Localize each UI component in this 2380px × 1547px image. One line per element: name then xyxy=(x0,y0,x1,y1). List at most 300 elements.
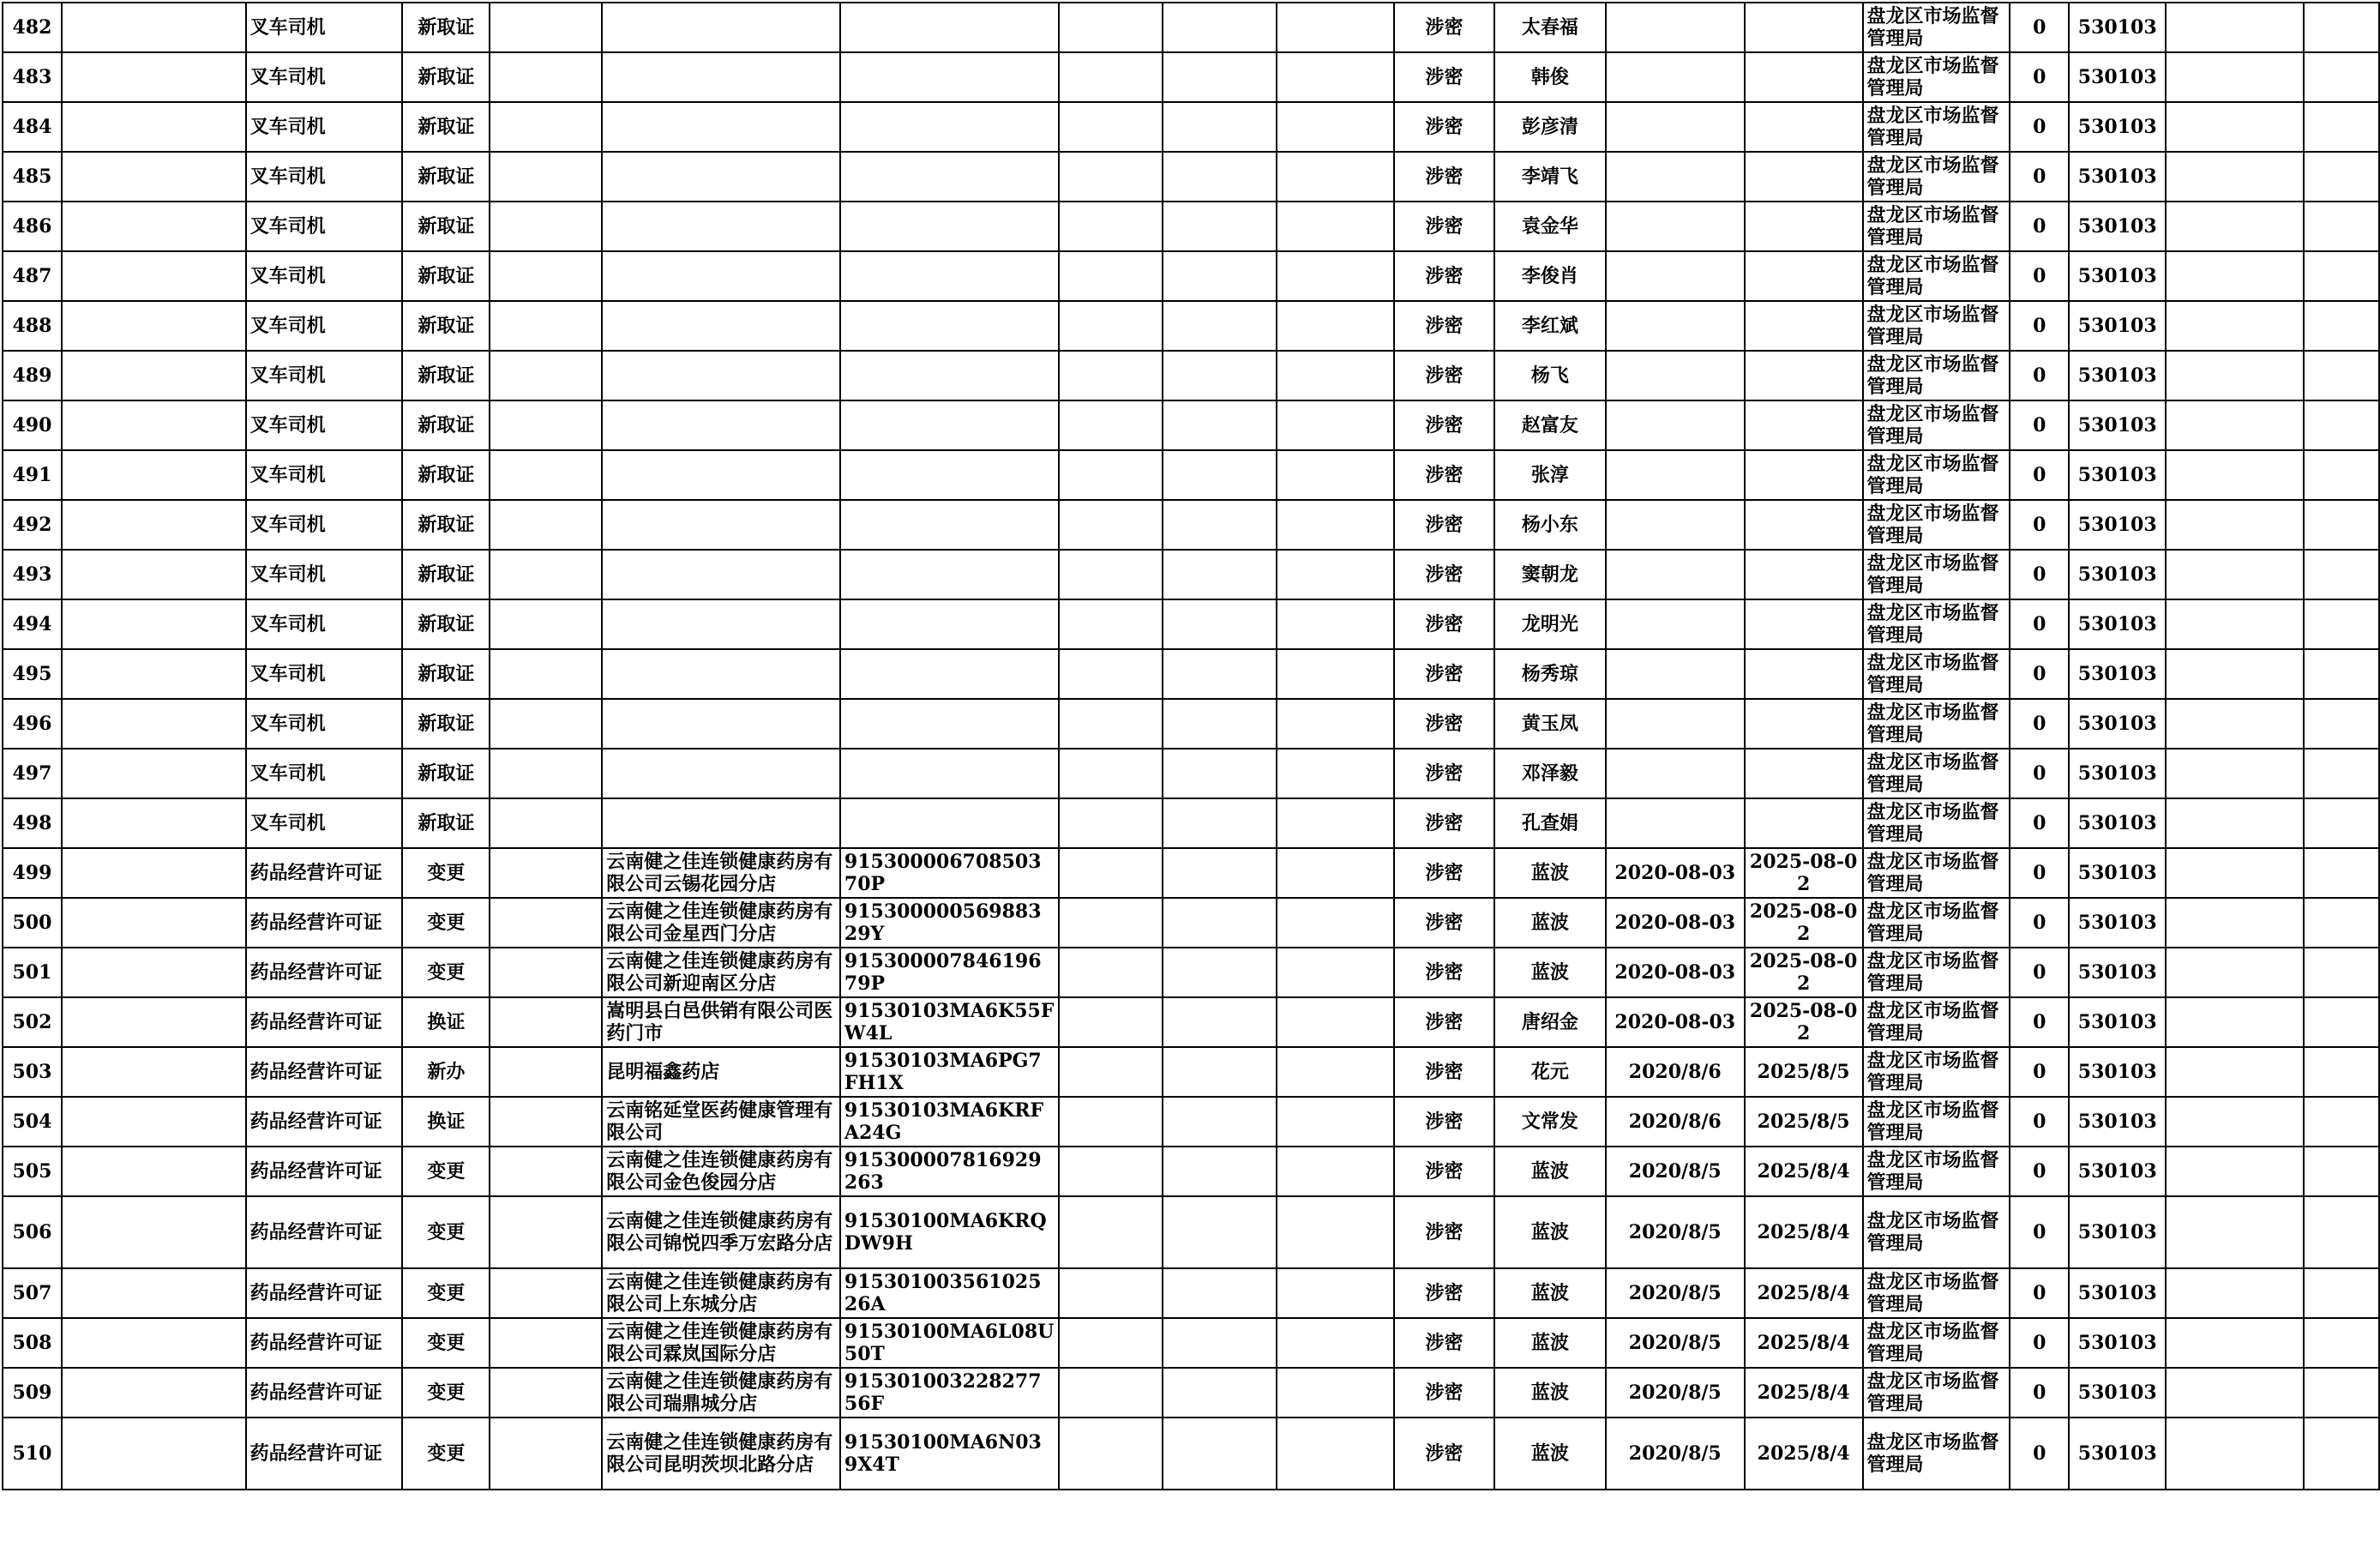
start-date xyxy=(1606,599,1745,649)
blank-cell xyxy=(2166,848,2304,898)
blank-cell xyxy=(2166,898,2304,948)
start-date: 2020/8/5 xyxy=(1606,1318,1745,1368)
blank-cell xyxy=(62,1047,246,1097)
license-type: 药品经营许可证 xyxy=(246,848,403,898)
person-name: 蓝波 xyxy=(1494,1368,1606,1418)
blank-cell xyxy=(1163,1368,1277,1418)
credit-code: 91530103MA6KRFA24G xyxy=(840,1097,1059,1147)
flag-value: 0 xyxy=(2010,301,2069,351)
organization-name xyxy=(602,351,840,400)
organization-name xyxy=(602,400,840,450)
row-number: 482 xyxy=(3,3,62,52)
blank-cell xyxy=(2304,251,2379,301)
confidentiality: 涉密 xyxy=(1394,1196,1494,1268)
flag-value: 0 xyxy=(2010,550,2069,599)
blank-cell xyxy=(62,102,246,152)
blank-cell xyxy=(490,3,602,52)
start-date xyxy=(1606,152,1745,202)
confidentiality: 涉密 xyxy=(1394,301,1494,351)
credit-code xyxy=(840,251,1059,301)
table-row xyxy=(3,1097,2379,1147)
table-row xyxy=(3,898,2379,948)
area-code: 530103 xyxy=(2069,1047,2166,1097)
area-code: 530103 xyxy=(2069,251,2166,301)
row-number: 497 xyxy=(3,749,62,798)
operation-type: 新取证 xyxy=(402,400,490,450)
area-code: 530103 xyxy=(2069,798,2166,848)
operation-type: 新取证 xyxy=(402,798,490,848)
organization-name: 云南健之佳连锁健康药房有限公司云锡花园分店 xyxy=(602,848,840,898)
blank-cell xyxy=(1059,948,1163,997)
person-name: 孔查娟 xyxy=(1494,798,1606,848)
start-date xyxy=(1606,301,1745,351)
blank-cell xyxy=(62,599,246,649)
blank-cell xyxy=(1163,550,1277,599)
blank-cell xyxy=(1163,997,1277,1047)
blank-cell xyxy=(1277,1147,1394,1196)
end-date: 2025/8/4 xyxy=(1745,1318,1863,1368)
row-number: 486 xyxy=(3,202,62,251)
table-row xyxy=(3,251,2379,301)
person-name: 唐绍金 xyxy=(1494,997,1606,1047)
end-date: 2025/8/4 xyxy=(1745,1368,1863,1418)
confidentiality: 涉密 xyxy=(1394,1097,1494,1147)
blank-cell xyxy=(1163,699,1277,749)
blank-cell xyxy=(1163,1147,1277,1196)
row-number: 509 xyxy=(3,1368,62,1418)
blank-cell xyxy=(1059,202,1163,251)
blank-cell xyxy=(1277,997,1394,1047)
operation-type: 新取证 xyxy=(402,699,490,749)
issuing-authority: 盘龙区市场监督管理局 xyxy=(1863,3,2010,52)
confidentiality: 涉密 xyxy=(1394,251,1494,301)
confidentiality: 涉密 xyxy=(1394,599,1494,649)
blank-cell xyxy=(1163,450,1277,500)
operation-type: 新取证 xyxy=(402,301,490,351)
row-number: 484 xyxy=(3,102,62,152)
license-type: 药品经营许可证 xyxy=(246,898,403,948)
area-code: 530103 xyxy=(2069,1368,2166,1418)
flag-value: 0 xyxy=(2010,1368,2069,1418)
blank-cell xyxy=(1277,351,1394,400)
table-row xyxy=(3,400,2379,450)
table-row xyxy=(3,3,2379,52)
start-date xyxy=(1606,102,1745,152)
blank-cell xyxy=(2166,1047,2304,1097)
flag-value: 0 xyxy=(2010,1047,2069,1097)
start-date xyxy=(1606,351,1745,400)
area-code: 530103 xyxy=(2069,749,2166,798)
person-name: 杨飞 xyxy=(1494,351,1606,400)
table-row xyxy=(3,102,2379,152)
organization-name: 云南健之佳连锁健康药房有限公司瑞鼎城分店 xyxy=(602,1368,840,1418)
blank-cell xyxy=(1163,599,1277,649)
blank-cell xyxy=(1163,102,1277,152)
issuing-authority: 盘龙区市场监督管理局 xyxy=(1863,1196,2010,1268)
person-name: 彭彦清 xyxy=(1494,102,1606,152)
end-date xyxy=(1745,649,1863,699)
area-code: 530103 xyxy=(2069,500,2166,550)
operation-type: 新办 xyxy=(402,1047,490,1097)
start-date: 2020/8/5 xyxy=(1606,1368,1745,1418)
blank-cell xyxy=(1059,301,1163,351)
table-row xyxy=(3,1147,2379,1196)
confidentiality: 涉密 xyxy=(1394,1047,1494,1097)
area-code: 530103 xyxy=(2069,948,2166,997)
blank-cell xyxy=(1059,152,1163,202)
credit-code: 91530103MA6K55FW4L xyxy=(840,997,1059,1047)
license-type: 叉车司机 xyxy=(246,3,403,52)
blank-cell xyxy=(1059,450,1163,500)
confidentiality: 涉密 xyxy=(1394,1147,1494,1196)
blank-cell xyxy=(1059,1318,1163,1368)
end-date xyxy=(1745,3,1863,52)
row-number: 498 xyxy=(3,798,62,848)
blank-cell xyxy=(490,649,602,699)
blank-cell xyxy=(490,202,602,251)
blank-cell xyxy=(1163,251,1277,301)
organization-name xyxy=(602,749,840,798)
confidentiality: 涉密 xyxy=(1394,351,1494,400)
credit-code xyxy=(840,798,1059,848)
row-number: 504 xyxy=(3,1097,62,1147)
blank-cell xyxy=(62,1318,246,1368)
blank-cell xyxy=(490,102,602,152)
end-date xyxy=(1745,301,1863,351)
blank-cell xyxy=(2304,699,2379,749)
issuing-authority: 盘龙区市场监督管理局 xyxy=(1863,102,2010,152)
license-type: 药品经营许可证 xyxy=(246,997,403,1047)
row-number: 483 xyxy=(3,52,62,102)
blank-cell xyxy=(1277,450,1394,500)
confidentiality: 涉密 xyxy=(1394,152,1494,202)
flag-value: 0 xyxy=(2010,1418,2069,1490)
license-type: 药品经营许可证 xyxy=(246,1147,403,1196)
confidentiality: 涉密 xyxy=(1394,450,1494,500)
operation-type: 新取证 xyxy=(402,251,490,301)
confidentiality: 涉密 xyxy=(1394,202,1494,251)
start-date xyxy=(1606,3,1745,52)
blank-cell xyxy=(1059,1196,1163,1268)
start-date: 2020/8/5 xyxy=(1606,1268,1745,1318)
credit-code xyxy=(840,3,1059,52)
blank-cell xyxy=(490,1318,602,1368)
license-type: 药品经营许可证 xyxy=(246,1318,403,1368)
area-code: 530103 xyxy=(2069,599,2166,649)
blank-cell xyxy=(62,848,246,898)
end-date xyxy=(1745,450,1863,500)
table-row xyxy=(3,1268,2379,1318)
table-row xyxy=(3,649,2379,699)
issuing-authority: 盘龙区市场监督管理局 xyxy=(1863,52,2010,102)
area-code: 530103 xyxy=(2069,1418,2166,1490)
flag-value: 0 xyxy=(2010,351,2069,400)
row-number: 502 xyxy=(3,997,62,1047)
end-date: 2025/8/4 xyxy=(1745,1196,1863,1268)
blank-cell xyxy=(2166,1318,2304,1368)
blank-cell xyxy=(1277,1368,1394,1418)
area-code: 530103 xyxy=(2069,202,2166,251)
end-date xyxy=(1745,251,1863,301)
blank-cell xyxy=(2166,301,2304,351)
blank-cell xyxy=(1163,351,1277,400)
area-code: 530103 xyxy=(2069,1196,2166,1268)
blank-cell xyxy=(2166,1147,2304,1196)
organization-name xyxy=(602,152,840,202)
blank-cell xyxy=(490,798,602,848)
flag-value: 0 xyxy=(2010,898,2069,948)
blank-cell xyxy=(2166,1097,2304,1147)
license-type: 叉车司机 xyxy=(246,52,403,102)
end-date xyxy=(1745,400,1863,450)
blank-cell xyxy=(2166,649,2304,699)
issuing-authority: 盘龙区市场监督管理局 xyxy=(1863,749,2010,798)
organization-name xyxy=(602,599,840,649)
blank-cell xyxy=(62,1418,246,1490)
row-number: 495 xyxy=(3,649,62,699)
table-row xyxy=(3,152,2379,202)
issuing-authority: 盘龙区市场监督管理局 xyxy=(1863,1368,2010,1418)
blank-cell xyxy=(1277,1196,1394,1268)
license-type: 叉车司机 xyxy=(246,798,403,848)
license-type: 药品经营许可证 xyxy=(246,1368,403,1418)
area-code: 530103 xyxy=(2069,102,2166,152)
start-date: 2020/8/6 xyxy=(1606,1097,1745,1147)
operation-type: 新取证 xyxy=(402,649,490,699)
row-number: 507 xyxy=(3,1268,62,1318)
table-body xyxy=(3,3,2379,1490)
issuing-authority: 盘龙区市场监督管理局 xyxy=(1863,1318,2010,1368)
end-date: 2025/8/5 xyxy=(1745,1097,1863,1147)
blank-cell xyxy=(62,152,246,202)
credit-code: 91530100MA6N039X4T xyxy=(840,1418,1059,1490)
license-type: 叉车司机 xyxy=(246,152,403,202)
credit-code xyxy=(840,152,1059,202)
area-code: 530103 xyxy=(2069,898,2166,948)
blank-cell xyxy=(62,1097,246,1147)
operation-type: 新取证 xyxy=(402,3,490,52)
table-row xyxy=(3,1368,2379,1418)
blank-cell xyxy=(490,1147,602,1196)
start-date: 2020-08-03 xyxy=(1606,948,1745,997)
blank-cell xyxy=(2304,1418,2379,1490)
end-date: 2025/8/4 xyxy=(1745,1418,1863,1490)
blank-cell xyxy=(1277,400,1394,450)
issuing-authority: 盘龙区市场监督管理局 xyxy=(1863,798,2010,848)
end-date: 2025/8/4 xyxy=(1745,1268,1863,1318)
person-name: 张淳 xyxy=(1494,450,1606,500)
blank-cell xyxy=(62,550,246,599)
blank-cell xyxy=(1163,3,1277,52)
blank-cell xyxy=(2166,400,2304,450)
blank-cell xyxy=(2304,351,2379,400)
blank-cell xyxy=(2166,699,2304,749)
end-date: 2025-08-02 xyxy=(1745,948,1863,997)
row-number: 487 xyxy=(3,251,62,301)
table-row xyxy=(3,500,2379,550)
issuing-authority: 盘龙区市场监督管理局 xyxy=(1863,400,2010,450)
blank-cell xyxy=(1277,948,1394,997)
issuing-authority: 盘龙区市场监督管理局 xyxy=(1863,699,2010,749)
organization-name xyxy=(602,550,840,599)
operation-type: 新取证 xyxy=(402,52,490,102)
table-row xyxy=(3,948,2379,997)
confidentiality: 涉密 xyxy=(1394,649,1494,699)
blank-cell xyxy=(2304,102,2379,152)
blank-cell xyxy=(2304,52,2379,102)
confidentiality: 涉密 xyxy=(1394,400,1494,450)
table-row xyxy=(3,202,2379,251)
operation-type: 新取证 xyxy=(402,500,490,550)
blank-cell xyxy=(1277,251,1394,301)
operation-type: 变更 xyxy=(402,1196,490,1268)
issuing-authority: 盘龙区市场监督管理局 xyxy=(1863,1147,2010,1196)
row-number: 508 xyxy=(3,1318,62,1368)
issuing-authority: 盘龙区市场监督管理局 xyxy=(1863,948,2010,997)
blank-cell xyxy=(1277,52,1394,102)
person-name: 蓝波 xyxy=(1494,1268,1606,1318)
blank-cell xyxy=(1059,1147,1163,1196)
blank-cell xyxy=(2166,1196,2304,1268)
blank-cell xyxy=(1163,500,1277,550)
issuing-authority: 盘龙区市场监督管理局 xyxy=(1863,848,2010,898)
blank-cell xyxy=(1277,649,1394,699)
issuing-authority: 盘龙区市场监督管理局 xyxy=(1863,152,2010,202)
blank-cell xyxy=(490,152,602,202)
blank-cell xyxy=(490,500,602,550)
area-code: 530103 xyxy=(2069,1318,2166,1368)
flag-value: 0 xyxy=(2010,1268,2069,1318)
blank-cell xyxy=(2304,1147,2379,1196)
blank-cell xyxy=(1277,699,1394,749)
operation-type: 变更 xyxy=(402,1368,490,1418)
area-code: 530103 xyxy=(2069,152,2166,202)
person-name: 李俊肖 xyxy=(1494,251,1606,301)
row-number: 488 xyxy=(3,301,62,351)
flag-value: 0 xyxy=(2010,997,2069,1047)
organization-name: 云南健之佳连锁健康药房有限公司昆明茨坝北路分店 xyxy=(602,1418,840,1490)
blank-cell xyxy=(2166,749,2304,798)
operation-type: 新取证 xyxy=(402,102,490,152)
end-date xyxy=(1745,699,1863,749)
operation-type: 变更 xyxy=(402,1268,490,1318)
flag-value: 0 xyxy=(2010,848,2069,898)
credit-code xyxy=(840,500,1059,550)
credit-code xyxy=(840,202,1059,251)
issuing-authority: 盘龙区市场监督管理局 xyxy=(1863,1097,2010,1147)
table-row xyxy=(3,301,2379,351)
blank-cell xyxy=(1059,898,1163,948)
blank-cell xyxy=(1163,649,1277,699)
license-type: 药品经营许可证 xyxy=(246,1097,403,1147)
credit-code xyxy=(840,699,1059,749)
license-type: 叉车司机 xyxy=(246,649,403,699)
table-row xyxy=(3,798,2379,848)
blank-cell xyxy=(490,997,602,1047)
confidentiality: 涉密 xyxy=(1394,898,1494,948)
blank-cell xyxy=(1059,400,1163,450)
blank-cell xyxy=(62,3,246,52)
credit-code xyxy=(840,400,1059,450)
blank-cell xyxy=(2166,1368,2304,1418)
confidentiality: 涉密 xyxy=(1394,749,1494,798)
blank-cell xyxy=(1163,52,1277,102)
person-name: 文常发 xyxy=(1494,1097,1606,1147)
person-name: 李靖飞 xyxy=(1494,152,1606,202)
start-date xyxy=(1606,649,1745,699)
end-date: 2025-08-02 xyxy=(1745,997,1863,1047)
credit-code: 91530100MA6L08U50T xyxy=(840,1318,1059,1368)
table-row xyxy=(3,1047,2379,1097)
blank-cell xyxy=(2304,848,2379,898)
person-name: 杨秀琼 xyxy=(1494,649,1606,699)
area-code: 530103 xyxy=(2069,550,2166,599)
row-number: 503 xyxy=(3,1047,62,1097)
flag-value: 0 xyxy=(2010,649,2069,699)
organization-name: 嵩明县白邑供销有限公司医药门市 xyxy=(602,997,840,1047)
blank-cell xyxy=(1059,1368,1163,1418)
operation-type: 变更 xyxy=(402,1318,490,1368)
person-name: 蓝波 xyxy=(1494,898,1606,948)
blank-cell xyxy=(1277,550,1394,599)
operation-type: 变更 xyxy=(402,1418,490,1490)
organization-name: 云南健之佳连锁健康药房有限公司霖岚国际分店 xyxy=(602,1318,840,1368)
data-table xyxy=(2,2,2380,1490)
credit-code xyxy=(840,550,1059,599)
table-row xyxy=(3,1418,2379,1490)
start-date: 2020-08-03 xyxy=(1606,848,1745,898)
end-date xyxy=(1745,550,1863,599)
person-name: 蓝波 xyxy=(1494,1318,1606,1368)
organization-name xyxy=(602,699,840,749)
license-type: 药品经营许可证 xyxy=(246,1268,403,1318)
blank-cell xyxy=(1277,1418,1394,1490)
blank-cell xyxy=(1163,798,1277,848)
blank-cell xyxy=(1277,898,1394,948)
blank-cell xyxy=(490,1368,602,1418)
blank-cell xyxy=(490,699,602,749)
blank-cell xyxy=(1059,749,1163,798)
credit-code xyxy=(840,749,1059,798)
table-row xyxy=(3,351,2379,400)
flag-value: 0 xyxy=(2010,152,2069,202)
blank-cell xyxy=(62,1147,246,1196)
person-name: 蓝波 xyxy=(1494,848,1606,898)
blank-cell xyxy=(2166,152,2304,202)
license-type: 叉车司机 xyxy=(246,351,403,400)
issuing-authority: 盘龙区市场监督管理局 xyxy=(1863,649,2010,699)
start-date: 2020/8/5 xyxy=(1606,1418,1745,1490)
blank-cell xyxy=(490,749,602,798)
row-number: 494 xyxy=(3,599,62,649)
license-type: 叉车司机 xyxy=(246,301,403,351)
end-date xyxy=(1745,52,1863,102)
blank-cell xyxy=(62,948,246,997)
credit-code xyxy=(840,351,1059,400)
issuing-authority: 盘龙区市场监督管理局 xyxy=(1863,1268,2010,1318)
blank-cell xyxy=(490,251,602,301)
blank-cell xyxy=(2304,1097,2379,1147)
blank-cell xyxy=(62,251,246,301)
blank-cell xyxy=(1277,749,1394,798)
blank-cell xyxy=(1277,1268,1394,1318)
row-number: 490 xyxy=(3,400,62,450)
blank-cell xyxy=(2304,898,2379,948)
end-date: 2025-08-02 xyxy=(1745,898,1863,948)
blank-cell xyxy=(1163,1318,1277,1368)
credit-code xyxy=(840,102,1059,152)
confidentiality: 涉密 xyxy=(1394,1318,1494,1368)
